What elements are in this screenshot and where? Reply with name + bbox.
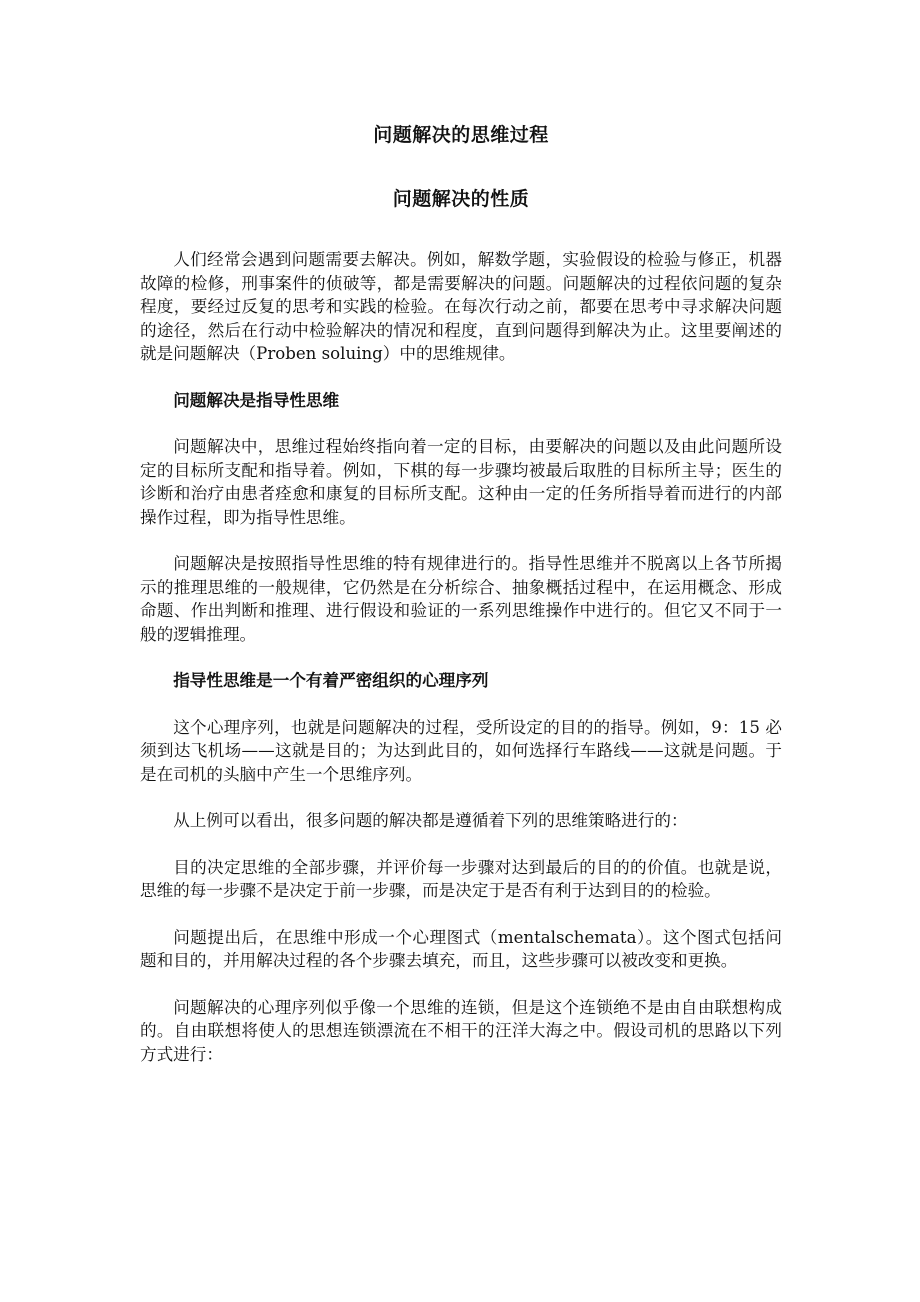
paragraph: 从上例可以看出，很多问题的解决都是遵循着下列的思维策略进行的： — [173, 811, 688, 830]
subheading: 问题解决是指导性思维 — [173, 389, 340, 410]
paragraph: 这个心理序列，也就是问题解决的过程，受所设定的目的的指导。例如，9：15 必须到达飞机场——这就是目的；为达到此目的，如何选择行车路线——这就是问题。于是在司机的头脑中产生一个思维序列。 — [140, 717, 782, 784]
paragraph: 目的决定思维的全部步骤，并评价每一步骤对达到最后的目的的价值。也就是说，思维的每一步骤不是决定于前一步骤，而是决定于是否有利于达到目的的检验。 — [140, 857, 782, 900]
subheading: 指导性思维是一个有着严密组织的心理序列 — [173, 670, 489, 690]
document-title: 问题解决的思维过程 — [373, 124, 549, 146]
paragraph: 问题解决是按照指导性思维的特有规律进行的。指导性思维并不脱离以上各节所揭示的推理思维的一般规律，它仍然是在分析综合、抽象概括过程中，在运用概念、形成命题、作出判断和推理、进行假设和验证的一系列思维操作中进行的。但它又不同于一般的逻辑推理。 — [140, 554, 782, 644]
paragraph: 问题解决中，思维过程始终指向着一定的目标，由要解决的问题以及由此问题所设定的目标所支配和指导着。例如，下棋的每一步骤均被最后取胜的目标所主导；医生的诊断和治疗由患者痊愈和康复的目标所支配。这种由一定的任务所指导着而进行的内部操作过程，即为指导性思维。 — [140, 437, 782, 527]
section-title: 问题解决的性质 — [392, 188, 530, 210]
paragraph: 人们经常会遇到问题需要去解决。例如，解数学题，实验假设的检验与修正，机器故障的检修，刑事案件的侦破等，都是需要解决的问题。问题解决的过程依问题的复杂程度，要经过反复的思考和实践的检验。在每次行动之前，都要在思考中寻求解决问题的途径，然后在行动中检验解决的情况和程度，直到问题得到解决为止。这里要阐述的就是问题解决（Proben soluing）中的思维规律。 — [140, 250, 782, 363]
paragraph: 问题解决的心理序列似乎像一个思维的连锁，但是这个连锁绝不是由自由联想构成的。自由联想将使人的思想连锁漂流在不相干的汪洋大海之中。假设司机的思路以下列方式进行： — [140, 997, 782, 1064]
document-page — [140, 118, 782, 1089]
paragraph: 问题提出后，在思维中形成一个心理图式（mentalschemata）。这个图式包括问题和目的，并用解决过程的各个步骤去填充，而且，这些步骤可以被改变和更换。 — [140, 927, 782, 970]
